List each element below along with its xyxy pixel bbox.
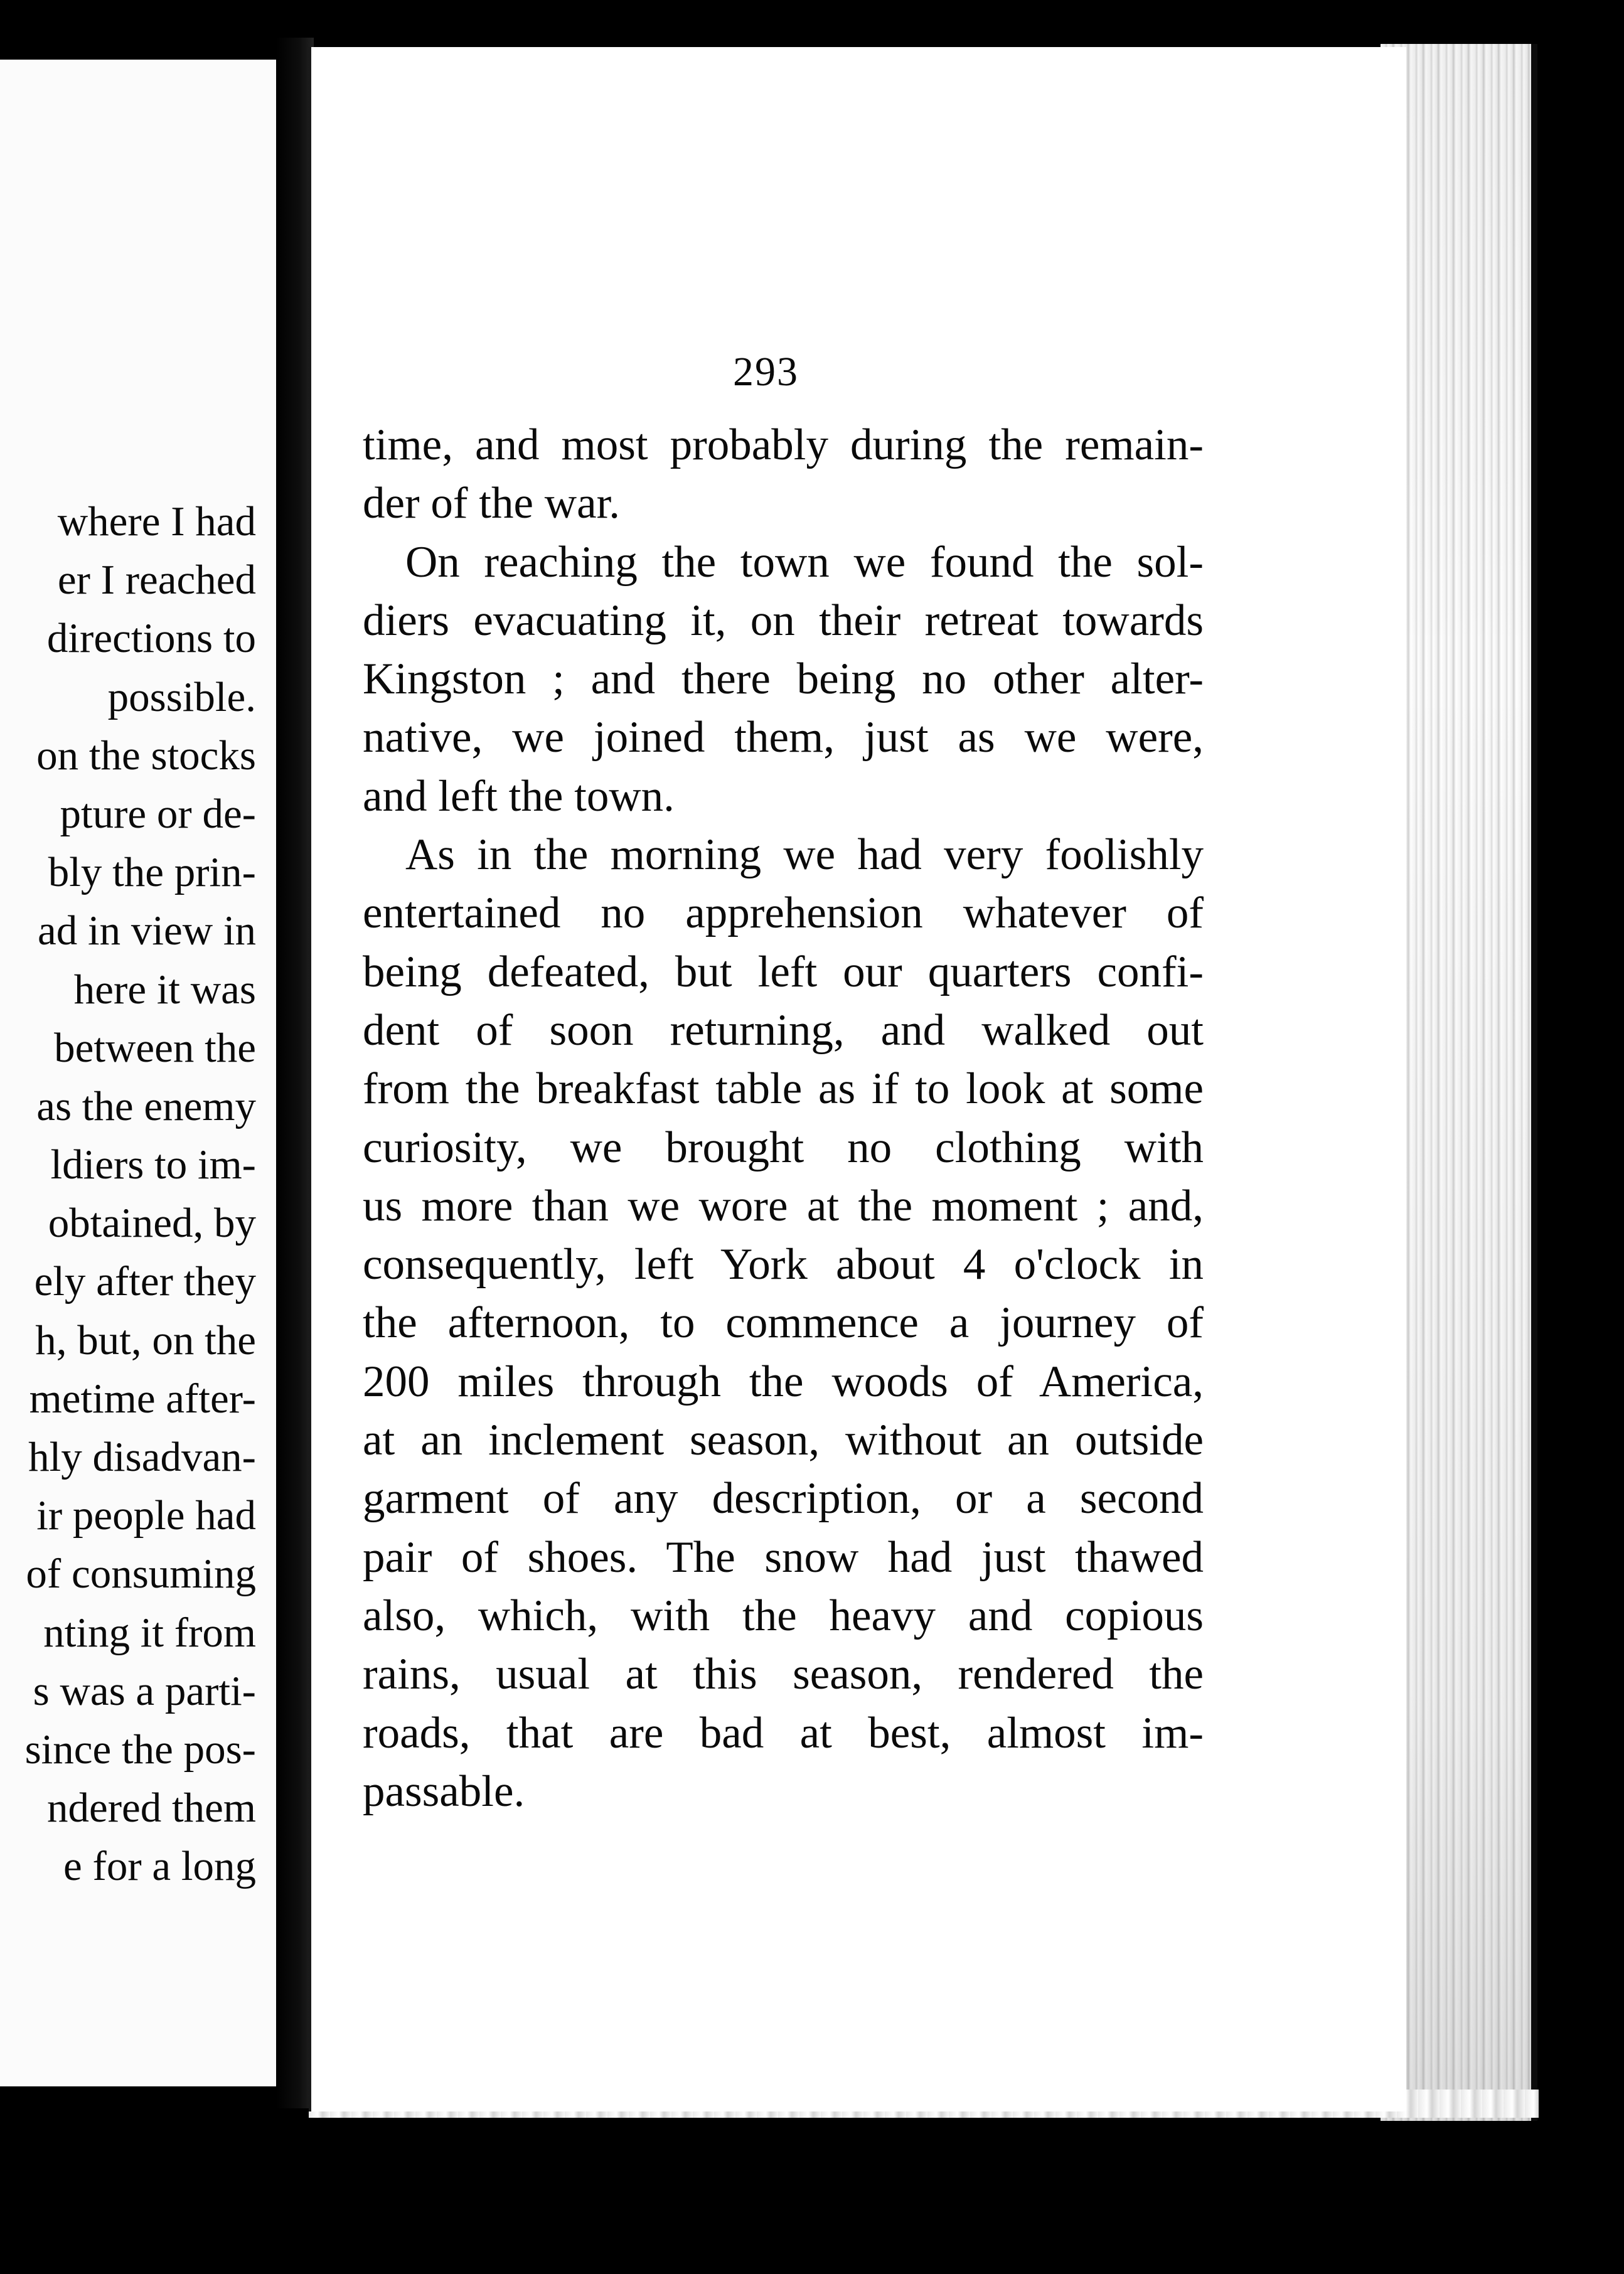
- left-page-line: since the pos-: [24, 1726, 256, 1773]
- text-line: der of the war.: [363, 479, 621, 528]
- left-page-line: as the enemy: [36, 1082, 256, 1129]
- text-line: pair of shoes. The snow had just thawed: [363, 1532, 1204, 1582]
- left-page-line: ely after they: [34, 1258, 256, 1305]
- text-line: On reaching the town we found the sol-: [405, 537, 1204, 587]
- left-page-line: possible.: [107, 673, 256, 720]
- text-line: rains, usual at this season, rendered the: [363, 1650, 1204, 1699]
- book-gutter: [276, 38, 314, 2108]
- left-page-line: ldiers to im-: [50, 1141, 256, 1188]
- text-line: us more than we wore at the moment ; and,: [363, 1181, 1204, 1230]
- left-page-line: pture or de-: [60, 790, 256, 837]
- text-line: also, which, with the heavy and copious: [363, 1591, 1204, 1640]
- text-line: 200 miles through the woods of America,: [363, 1357, 1204, 1406]
- left-page-line: nting it from: [43, 1609, 256, 1656]
- left-page-line: between the: [54, 1024, 256, 1071]
- text-line: dent of soon returning, and walked out: [363, 1005, 1204, 1055]
- text-line: diers evacuating it, on their retreat towards: [363, 595, 1204, 645]
- text-line: roads, that are bad at best, almost im-: [363, 1708, 1204, 1758]
- left-page-line: obtained, by: [48, 1200, 256, 1247]
- text-line: and left the town.: [363, 771, 675, 821]
- text-line: garment of any description, or a second: [363, 1474, 1204, 1524]
- left-page-line: h, but, on the: [35, 1316, 256, 1364]
- right-page-text: [363, 416, 1204, 1821]
- text-line: consequently, left York about 4 o'clock in: [363, 1240, 1204, 1289]
- left-page-line: on the stocks: [36, 732, 256, 779]
- left-page-line: ndered them: [46, 1785, 256, 1832]
- left-page-line: e for a long: [63, 1843, 256, 1890]
- left-page-line: where I had: [57, 498, 256, 545]
- text-line: passable.: [363, 1766, 525, 1816]
- text-line: from the breakfast table as if to look at some: [363, 1064, 1204, 1114]
- text-line: being defeated, but left our quarters confi-: [363, 947, 1204, 996]
- text-line: native, we joined them, just as we were,: [363, 713, 1204, 762]
- left-page-line: s was a parti-: [33, 1667, 256, 1714]
- left-page-line: bly the prin-: [48, 849, 256, 896]
- left-page-line: er I reached: [57, 557, 256, 604]
- left-page-line: ir people had: [36, 1492, 256, 1539]
- text-line: curiosity, we brought no clothing with: [363, 1123, 1204, 1172]
- text-line: at an inclement season, without an outside: [363, 1416, 1204, 1465]
- left-page-line: directions to: [46, 615, 256, 662]
- left-facing-page: [0, 60, 280, 2086]
- text-line: As in the morning we had very foolishly: [405, 830, 1204, 880]
- page-number: 293: [733, 349, 799, 395]
- text-line: entertained no apprehension whatever of: [363, 889, 1204, 938]
- left-page-line: here it was: [73, 966, 256, 1013]
- left-page-line: of consuming: [26, 1551, 256, 1598]
- left-page-line: metime after-: [29, 1375, 256, 1422]
- text-line: Kingston ; and there being no other alter-: [363, 654, 1204, 704]
- text-line: time, and most probably during the remain-: [363, 420, 1204, 469]
- text-line: the afternoon, to commence a journey of: [363, 1298, 1204, 1348]
- left-page-line: hly disadvan-: [28, 1434, 256, 1480]
- left-page-text: [0, 493, 256, 1896]
- left-page-line: ad in view in: [38, 907, 256, 954]
